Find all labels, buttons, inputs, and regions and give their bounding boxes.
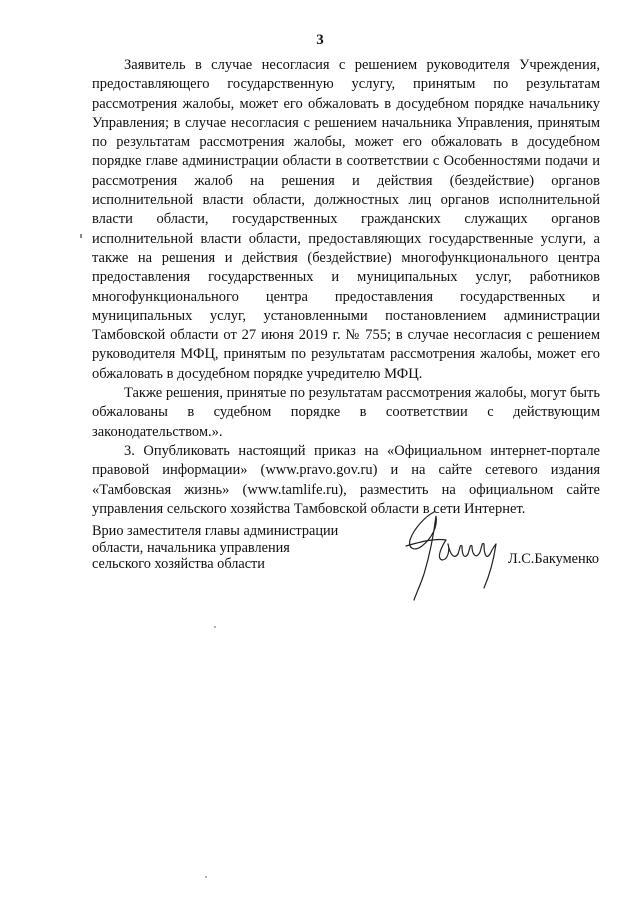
scan-speck (214, 626, 216, 628)
paragraph-publication-order: 3. Опубликовать настоящий приказ на «Официальном интернет-портале правовой информации» (www.pravo.gov.ru) и на сайте сетевого издания «Тамбовская жизнь» (www.tamlife.ru), разместить на официальном сайте управления сельского хозяйства Тамбовской области в сети Интернет. (92, 442, 600, 517)
page-number: 3 (316, 32, 324, 48)
scan-speck (205, 876, 207, 878)
document-body (92, 56, 600, 519)
paragraph-appeal-procedure: Заявитель в случае несогласия с решением руководителя Учреждения, предоставляющего государственную услугу, принятым по результатам рассмотрения жалобы, может его обжаловать в досудебном порядке начальнику Управления; в случае несогласия с решением начальника Управления, принятым по результатам рассмотрения жалобы, может его обжаловать в досудебном порядке главе администрации области в соответствии с Особенностями подачи и рассмотрения жалоб на решения и действия (бездействие) органов исполнительной власти области, должностных лиц органов исполнительной власти области, государственных гражданских служащих органов исполнительной власти области, предоставляющих государственные услуги, а также на решения и действия (бездействие) многофункционального центра предоставления государственных и муниципальных услуг, работников многофункционального центра предоставления государственных и муниципальных услуг, установленными постановлением администрации Тамбовской области от 27 июня 2019 г. № 755; в случае несогласия с решением руководителя МФЦ, принятым по результатам рассмотрения жалобы, может его обжаловать в досудебном порядке учредителю МФЦ. (92, 57, 600, 382)
signatory-position-line: Врио заместителя главы администрации (92, 523, 339, 539)
paragraph-judicial-appeal: Также решения, принятые по результатам рассмотрения жалобы, могут быть обжалованы в судебном порядке в соответствии с действующим законодательством.». (92, 385, 600, 440)
signatory-position-line: сельского хозяйства области (92, 556, 265, 572)
margin-mark (80, 234, 82, 238)
handwritten-signature (400, 502, 508, 602)
signatory-position (92, 523, 338, 573)
signer-name: Л.С.Бакуменко (508, 551, 600, 567)
signatory-position-line: области, начальника управления (92, 539, 290, 556)
